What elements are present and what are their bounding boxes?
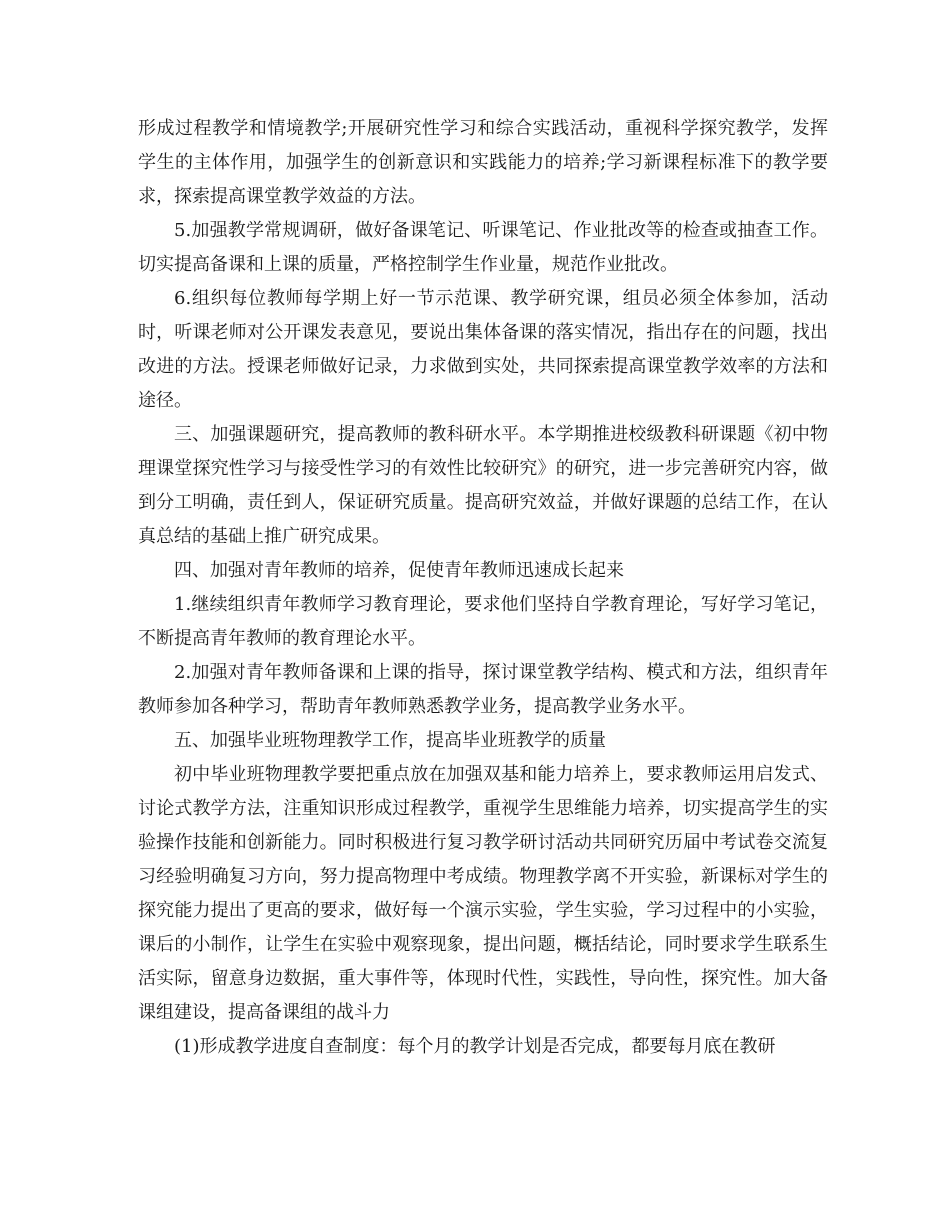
paragraph-item-6: 6.组织每位教师每学期上好一节示范课、教学研究课，组员必须全体参加，活动时，听课老师对公开课发表意见，要说出集体备课的落实情况，指出存在的问题，找出改进的方法。授课老师做好记录，力求做到实处，共同探索提高课堂教学效率的方法和途径。 — [138, 288, 828, 411]
section-heading-4: 四、加强对青年教师的培养，促使青年教师迅速成长起来 — [174, 560, 624, 581]
paragraph-continuation: 形成过程教学和情境教学;开展研究性学习和综合实践活动，重视科学探究教学，发挥学生的主体作用，加强学生的创新意识和实践能力的培养;学习新课程标准下的教学要求，探索提高课堂教学效益的方法。 — [138, 118, 828, 207]
paragraph-graduating-class: 初中毕业班物理教学要把重点放在加强双基和能力培养上，要求教师运用启发式、讨论式教学方法，注重知识形成过程教学，重视学生思维能力培养，切实提高学生的实验操作技能和创新能力。同时积极进行复习教学研讨活动共同研究历届中考试卷交流复习经验明确复习方向，努力提高物理中考成绩。物理教学离不开实验，新课标对学生的探究能力提出了更高的要求，做好每一个演示实验，学生实验，学习过程中的小实验，课后的小制作，让学生在实验中观察现象，提出问题，概括结论，同时要求学生联系生活实际，留意身边数据，重大事件等，体现时代性，实践性，导向性，探究性。加大备课组建设，提高备课组的战斗力 — [138, 764, 828, 1023]
paragraph-sub-item-1: (1)形成教学进度自查制度：每个月的教学计划是否完成，都要每月底在教研 — [174, 1036, 776, 1057]
paragraph-section-3: 三、加强课题研究，提高教师的教科研水平。本学期推进校级教科研课题《初中物理课堂探究性学习与接受性学习的有效性比较研究》的研究，进一步完善研究内容，做到分工明确，责任到人，保证研究质量。提高研究效益，并做好课题的总结工作，在认真总结的基础上推广研究成果。 — [138, 424, 828, 547]
document-body — [138, 112, 828, 1064]
paragraph-item-5: 5.加强教学常规调研，做好备课笔记、听课笔记、作业批改等的检查或抽查工作。切实提高备课和上课的质量，严格控制学生作业量，规范作业批改。 — [138, 220, 828, 275]
paragraph-item-2: 2.加强对青年教师备课和上课的指导，探讨课堂教学结构、模式和方法，组织青年教师参加各种学习，帮助青年教师熟悉教学业务，提高教学业务水平。 — [138, 662, 828, 717]
paragraph-item-1: 1.继续组织青年教师学习教育理论，要求他们坚持自学教育理论，写好学习笔记，不断提高青年教师的教育理论水平。 — [138, 594, 828, 649]
section-heading-5: 五、加强毕业班物理教学工作，提高毕业班教学的质量 — [174, 730, 606, 751]
